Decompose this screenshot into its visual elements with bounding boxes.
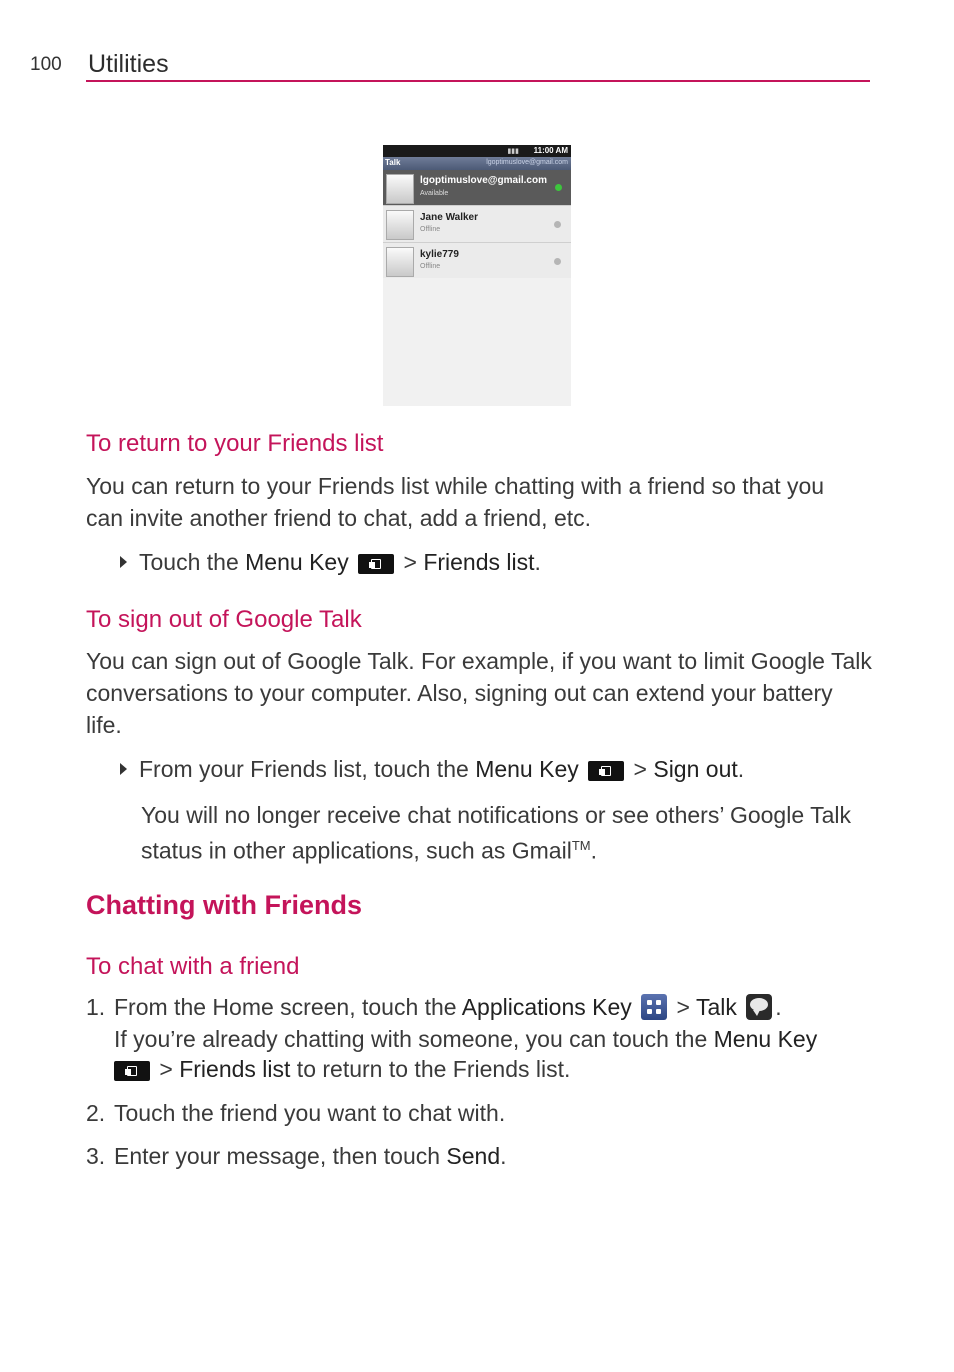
step-number: 3. [86, 1143, 106, 1169]
heading-chatting-with-friends: Chatting with Friends [86, 890, 362, 920]
status-bar [383, 145, 571, 157]
menu-key-icon [588, 761, 624, 781]
step-text: Touch the friend you want to chat with. [114, 1100, 506, 1126]
friend-status: Available [420, 190, 449, 197]
bullet-arrow-icon [120, 556, 127, 568]
step-text: From the Home screen, touch the [114, 994, 462, 1020]
section-header: Utilities [88, 50, 169, 78]
friends-list-label: Friends list [179, 1056, 291, 1082]
period: . [500, 1143, 507, 1169]
friend-name: lgoptimuslove@gmail.com [420, 175, 547, 186]
bullet-text: Touch the [139, 549, 246, 575]
status-time: 11:00 AM [533, 146, 568, 155]
friend-status: Offline [420, 226, 441, 233]
step-text: If you’re already chatting with someone, you can touch the [114, 1026, 714, 1052]
step-1-line3 [111, 1054, 570, 1085]
applications-key-label: Applications Key [461, 994, 632, 1020]
heading-sign-out: To sign out of Google Talk [86, 606, 362, 633]
separator: > [153, 1056, 180, 1082]
period: . [775, 994, 782, 1020]
note-text: status in other applications, such as Gmail [141, 837, 572, 864]
menu-key-icon [358, 554, 394, 574]
bullet-arrow-icon [120, 763, 127, 775]
avatar [386, 210, 414, 240]
friend-row[interactable] [383, 243, 571, 280]
step-1-line2 [114, 1024, 817, 1055]
step-3 [86, 1141, 507, 1172]
phone-screenshot [383, 145, 571, 406]
account-label: lgoptimuslove@gmail.com [486, 159, 568, 166]
step-1-line1 [86, 992, 782, 1023]
trademark: TM [571, 838, 591, 853]
menu-key-label: Menu Key [475, 756, 579, 782]
friend-row-self[interactable] [383, 170, 571, 206]
page-number: 100 [30, 54, 62, 75]
presence-dot-icon [555, 184, 562, 191]
signout-note-line2 [141, 830, 597, 867]
friend-name: Jane Walker [420, 212, 478, 223]
friend-name: kylie779 [420, 249, 459, 260]
signout-para-line3: life. [86, 712, 122, 738]
avatar [386, 247, 414, 277]
step-text: to return to the Friends list. [290, 1056, 571, 1082]
separator: > [397, 549, 424, 575]
app-title: Talk [385, 158, 401, 167]
friend-row[interactable] [383, 206, 571, 243]
heading-return-friends: To return to your Friends list [86, 430, 384, 457]
signout-note-line1: You will no longer receive chat notifications or see others’ Google Talk [141, 802, 852, 828]
signout-para-line2: conversations to your computer. Also, signing out can extend your battery [86, 680, 833, 706]
menu-key-icon [114, 1061, 150, 1081]
signout-para-line1: You can sign out of Google Talk. For example, if you want to limit Google Talk [86, 648, 872, 674]
presence-dot-icon [554, 258, 561, 265]
presence-dot-icon [554, 221, 561, 228]
avatar [386, 174, 414, 204]
step-number: 2. [86, 1100, 106, 1126]
talk-title-bar [383, 157, 571, 170]
signal-icon: ▮▮▮ [507, 147, 519, 155]
period: . [534, 549, 541, 575]
menu-key-label: Menu Key [245, 549, 349, 575]
period: . [590, 837, 597, 864]
friends-list-label: Friends list [423, 549, 535, 575]
header-rule [86, 80, 870, 82]
bullet-text: From your Friends list, touch the [139, 756, 476, 782]
period: . [737, 756, 745, 782]
return-bullet [120, 546, 541, 578]
separator: > [627, 756, 654, 782]
signout-bullet [120, 753, 744, 785]
talk-label: Talk [695, 994, 737, 1020]
return-para-line1: You can return to your Friends list while chatting with a friend so that you [86, 473, 825, 499]
step-text: Enter your message, then touch [114, 1143, 447, 1169]
return-para-line2: can invite another friend to chat, add a friend, etc. [86, 505, 592, 531]
talk-icon [746, 994, 772, 1020]
step-number: 1. [86, 994, 106, 1020]
step-2 [86, 1098, 505, 1129]
send-label: Send [446, 1143, 501, 1169]
friends-list-empty-area [383, 278, 571, 406]
heading-chat-with-friend: To chat with a friend [86, 953, 300, 980]
applications-key-icon [641, 994, 667, 1020]
sign-out-label: Sign out [653, 756, 738, 782]
menu-key-label: Menu Key [713, 1026, 818, 1052]
separator: > [670, 994, 696, 1020]
friend-status: Offline [420, 263, 441, 270]
